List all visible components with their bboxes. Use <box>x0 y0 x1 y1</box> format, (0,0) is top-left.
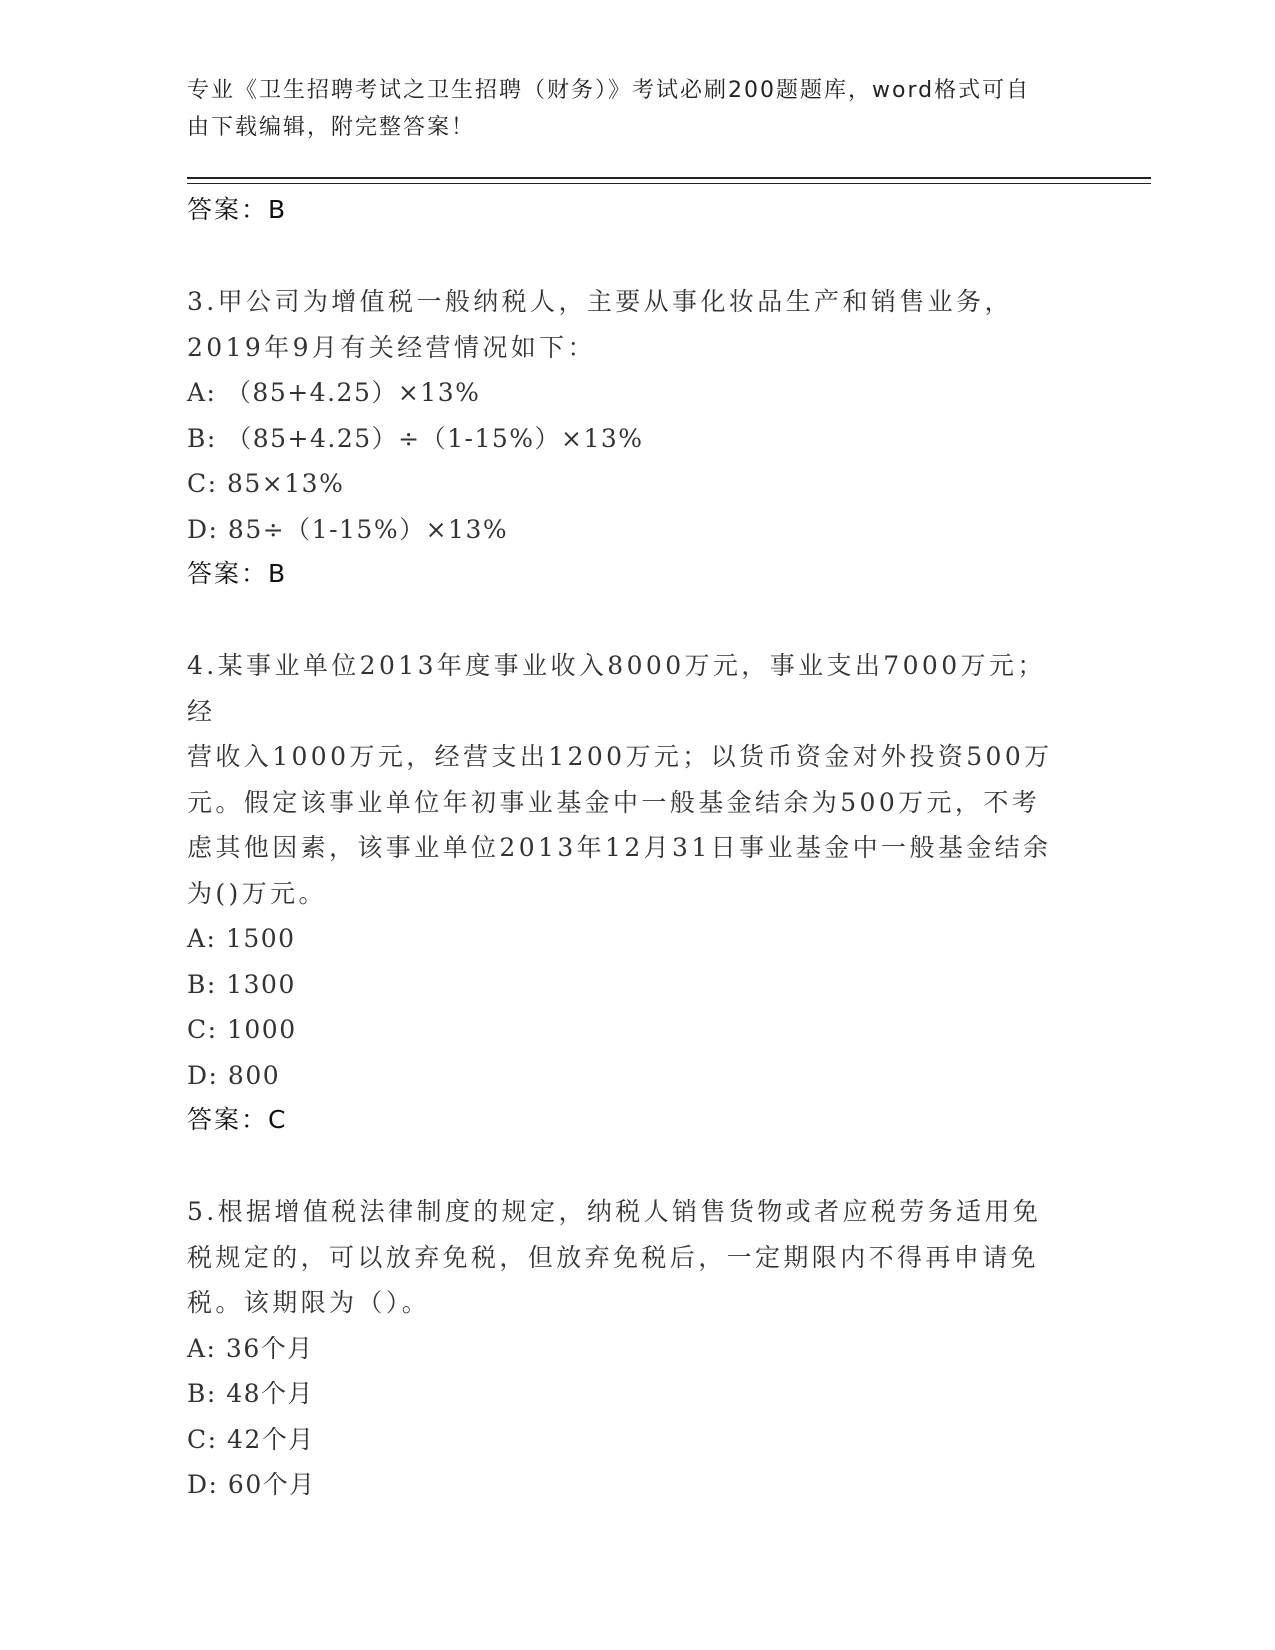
option-a: A: 1500 <box>187 924 296 953</box>
question-stem-line: 虑其他因素，该事业单位2013年12月31日事业基金中一般基金结余 <box>187 833 1052 862</box>
question-stem <box>187 643 1067 916</box>
question-stem-line: 5.根据增值税法律制度的规定，纳税人销售货物或者应税劳务适用免 <box>187 1197 1042 1226</box>
answer-line: 答案：B <box>187 559 288 588</box>
header-divider-thin <box>187 183 1151 184</box>
question-stem-line: 为()万元。 <box>187 878 327 908</box>
question-stem-line: 税规定的，可以放弃免税，但放弃免税后，一定期限内不得再申请免 <box>187 1242 1040 1272</box>
answer-line: 答案：B <box>187 195 288 224</box>
question-3 <box>187 279 1087 596</box>
question-stem-line: 税。该期限为（）。 <box>187 1288 431 1317</box>
option-c: C: 85×13% <box>187 469 345 498</box>
document-body <box>187 188 1087 1508</box>
question-stem <box>187 1189 1067 1326</box>
option-b: B: （85+4.25）÷（1-15%）×13% <box>187 423 644 453</box>
option-c: C: 42个月 <box>187 1424 315 1454</box>
question-stem-line: 营收入1000万元，经营支出1200万元；以货币资金对外投资500万 <box>187 742 1053 771</box>
question-4 <box>187 643 1087 1142</box>
question-stem-line: 元。假定该事业单位年初事业基金中一般基金结余为500万元，不考 <box>187 787 1041 817</box>
option-a: A: 36个月 <box>187 1333 314 1363</box>
header-line-2: 由下载编辑，附完整答案！ <box>187 115 476 140</box>
option-d: D: 800 <box>187 1060 281 1090</box>
question-stem-line: 3.甲公司为增值税一般纳税人，主要从事化妆品生产和销售业务， <box>187 287 1013 316</box>
question-stem <box>187 279 1067 370</box>
question-stem-line: 2019年9月有关经营情况如下： <box>187 332 596 362</box>
option-a: A: （85+4.25）×13% <box>187 378 481 407</box>
question-5 <box>187 1189 1087 1508</box>
option-c: C: 1000 <box>187 1015 297 1044</box>
option-d: D: 85÷（1-15%）×13% <box>187 514 509 544</box>
option-d: D: 60个月 <box>187 1470 316 1499</box>
option-b: B: 48个月 <box>187 1379 315 1408</box>
question-stem-line: 4.某事业单位2013年度事业收入8000万元，事业支出7000万元；经 <box>187 651 1046 726</box>
answer-line: 答案：C <box>187 1105 288 1134</box>
document-header <box>187 72 1067 146</box>
option-b: B: 1300 <box>187 969 296 999</box>
header-divider-thick <box>187 177 1151 179</box>
header-line-1: 专业《卫生招聘考试之卫生招聘（财务）》考试必刷200题题库，word格式可自 <box>187 78 1031 103</box>
